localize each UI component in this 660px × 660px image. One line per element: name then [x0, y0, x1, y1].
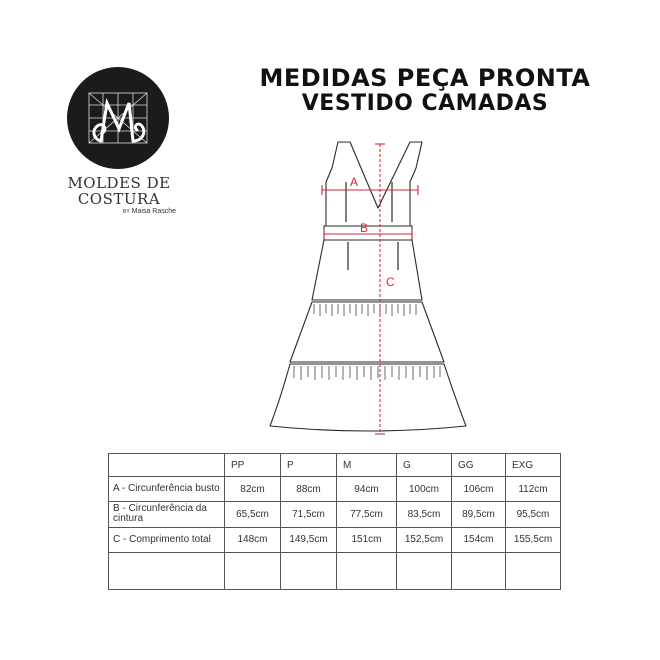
size-header: P	[281, 454, 337, 477]
header-empty-cell	[109, 454, 225, 477]
table-header-row	[109, 454, 561, 477]
dress-tier-2	[290, 302, 444, 362]
table-cell: 112cm	[506, 477, 561, 502]
brand-logo	[67, 67, 169, 169]
dress-diagram	[260, 130, 480, 440]
dress-tier-3	[270, 364, 466, 431]
table-cell: 155,5cm	[506, 527, 561, 552]
table-cell: 82cm	[225, 477, 281, 502]
size-chart-table	[108, 453, 561, 590]
brand-name	[60, 175, 178, 215]
table-cell-empty	[337, 552, 397, 589]
table-row-empty	[109, 552, 561, 589]
size-header: M	[337, 454, 397, 477]
table-cell: 149,5cm	[281, 527, 337, 552]
dress-bodice	[326, 142, 422, 226]
table-cell: 89,5cm	[452, 502, 506, 527]
brand-author-name: Maisa Rasche	[131, 208, 176, 215]
table-cell: 88cm	[281, 477, 337, 502]
brand-author	[60, 208, 178, 215]
table-cell: 151cm	[337, 527, 397, 552]
logo-grid-icon	[67, 67, 169, 169]
table-cell-empty	[397, 552, 452, 589]
row-label: B - Circunferência da cintura	[109, 502, 225, 527]
table-cell-empty	[225, 552, 281, 589]
table-cell-empty	[506, 552, 561, 589]
table-cell-empty	[452, 552, 506, 589]
size-header: GG	[452, 454, 506, 477]
dress-gathers	[294, 304, 440, 380]
brand-line-1: MOLDES DE	[67, 174, 171, 192]
table-cell: 106cm	[452, 477, 506, 502]
table-row	[109, 527, 561, 552]
row-label: C - Comprimento total	[109, 527, 225, 552]
table-cell-empty	[109, 552, 225, 589]
table-row	[109, 502, 561, 527]
title-line-1: MEDIDAS PEÇA PRONTA	[259, 64, 591, 92]
table-cell: 154cm	[452, 527, 506, 552]
row-label: A - Circunferência busto	[109, 477, 225, 502]
table-cell: 94cm	[337, 477, 397, 502]
measurement-lines	[322, 144, 418, 434]
brand-line-2: COSTURA	[77, 190, 161, 208]
table-cell: 65,5cm	[225, 502, 281, 527]
table-row	[109, 477, 561, 502]
table-cell: 77,5cm	[337, 502, 397, 527]
table-cell: 152,5cm	[397, 527, 452, 552]
size-header: G	[397, 454, 452, 477]
measure-c-label: C	[386, 275, 395, 289]
title-line-2: VESTIDO CAMADAS	[301, 91, 549, 116]
dress-tier-1	[312, 240, 422, 300]
table-cell: 83,5cm	[397, 502, 452, 527]
size-header: EXG	[506, 454, 561, 477]
page-title	[240, 64, 610, 116]
size-header: PP	[225, 454, 281, 477]
table-cell-empty	[281, 552, 337, 589]
table-cell: 100cm	[397, 477, 452, 502]
measure-b-label: B	[360, 221, 369, 235]
brand-by-label: BY	[123, 209, 130, 215]
measure-a-label: A	[350, 175, 359, 189]
table-cell: 71,5cm	[281, 502, 337, 527]
table-cell: 148cm	[225, 527, 281, 552]
table-cell: 95,5cm	[506, 502, 561, 527]
